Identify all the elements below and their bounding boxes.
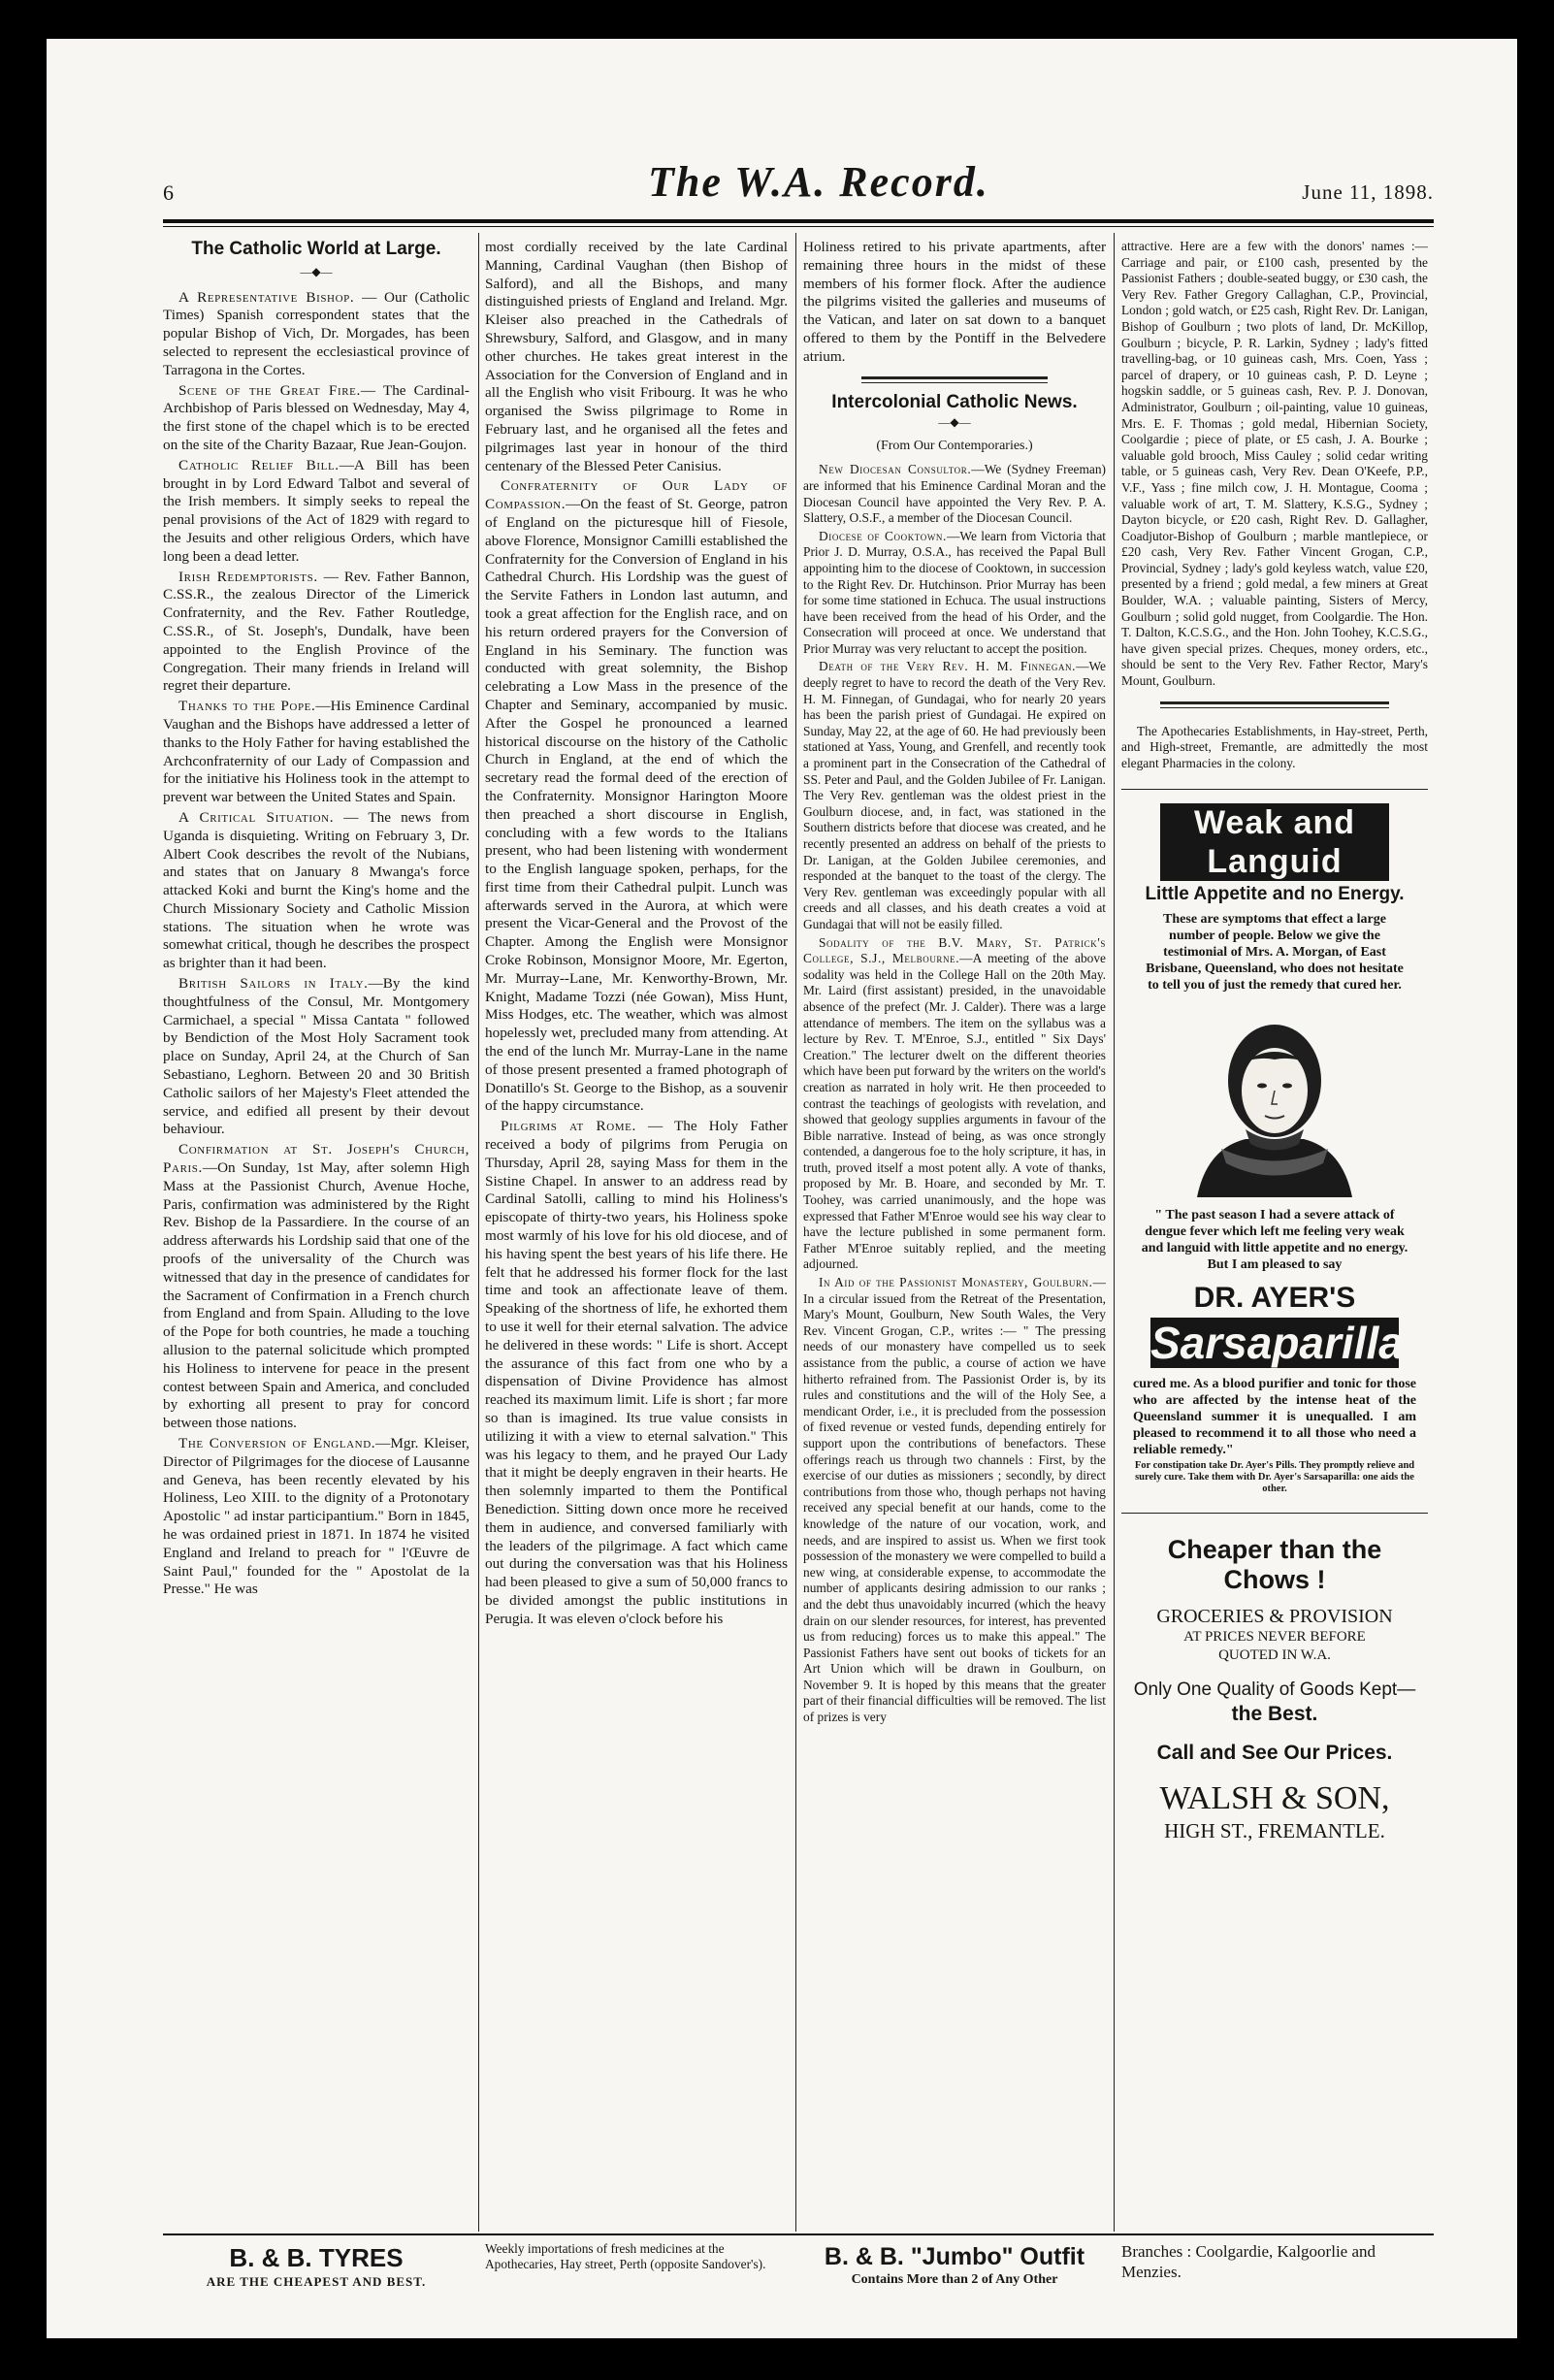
news-item: Sodality of the B.V. Mary, St. Patrick's College, S.J., Melbourne.—A meeting of the above sodality was held in the College Hall on the 20th May. Mr. Laird (first assistant) presided, in the unavoidable absence of the prefect (Mr. J. Calder). There was a large attendance of members. The item on the syllabus was a lecture by Rev. T. M'Enroe, S.J., entitled " Six Days' Creation." The lecturer dwelt on the different theories which have been put forward by the writers on the world's creation as narrated in holy writ. He then proceeded to contrast the teachings of geologists with revelation, and showed that geology supplies arguments in favour of the Bible narrative. Instead of being, as was once strongly contended, a dangerous foe to the holy scripture, it has, in truth, proved itself a most potent ally. A vote of thanks, proposed by Mr. B. Hoare, and seconded by Mr. T. Toohey, was carried unanimously, and the hope was expressed that Father M'Enroe would see his way clear to have the lecture published in some permanent form. Father M'Enroe suitably replied, and the meeting adjourned. [803, 934, 1106, 1272]
divider [1121, 1513, 1428, 1514]
ad-line: Branches : Coolgardie, Kalgoorlie and Menzies. [1121, 2242, 1376, 2281]
ad-line: the Best. [1231, 1703, 1318, 1725]
ad-line: Only One Quality of Goods Kept— [1133, 1679, 1416, 1700]
article-paragraph: A Critical Situation. — The news from Uganda is disquieting. Writing on February 3, Dr. Albert Cook describes the revolt of the Nubians, and states that on January 8 Mwanga's force attacked Koki and burnt the King's home and the Church Missionary Society and Catholic Mission stations. The situation when he wrote was somewhat critical, though he describes the prospect as brighter than it had been. [163, 808, 469, 972]
ornament: —◆— [300, 264, 333, 278]
ad-product-name: Sarsaparilla [1150, 1318, 1404, 1368]
news-item: New Diocesan Consultor.—We (Sydney Freeman) are informed that his Eminence Cardinal Moran and the Diocesan Council have appointed the Very Rev. P. A. Slattery, O.S.F., a member of the Diocesan Council. [803, 462, 1106, 526]
ad-line: GROCERIES & PROVISION [1156, 1606, 1393, 1627]
news-item: Death of the Very Rev. H. M. Finnegan.—We deeply regret to have to record the death of the Very Rev. H. M. Finnegan, of Gundagai, who for nearly 20 years has been the parish priest of Gundagai. He expired on Sunday, May 22, at the age of 60. He had previously been stationed at Yass, Young, and Grenfell, and recently took a prominent part in the Consecration of the Cathedral of SS. Peter and Paul, and the Golden Jubilee of Fr. Lanigan. The Very Rev. gentleman was the oldest priest in the Goulburn diocese, and, in fact, was stationed in the Southern districts before that diocese was created, and he recently presented an address on behalf of the priests to Dr. Lanigan, at the Golden Jubilee ceremonies, and responded at the banquet to the toast of the clergy. The Very Rev. gentleman was exceedingly popular with all creeds and all classes, and his death creates a void at Gundagai that will not be easily filled. [803, 659, 1106, 931]
article-paragraph: most cordially received by the late Cardinal Manning, Cardinal Vaughan (then Bishop of Salford), and all the Bishops, and many distinguished priests of England and Ireland. Mgr. Kleiser also preached in the Cathedrals of Shrewsbury, Salford, and Glasgow, and in many other churches. He takes great interest in the Association for the Conversion of England and in all the English who visit Fribourg. It was he who organised the Swiss pilgrimage to Rome in February last, and he organised all the fetes and pilgrimages last year in honour of the third centenary of the Blessed Peter Canisius. [485, 239, 788, 474]
issue-date: June 11, 1898. [1302, 180, 1434, 204]
ad-headline: Weak and Languid [1160, 803, 1389, 881]
section-heading: The Catholic World at Large. [191, 239, 441, 259]
masthead [163, 155, 1434, 213]
apothecaries-notice: The Apothecaries Establishments, in Hay-street, Perth, and High-street, Fremantle, are admittedly the most elegant Pharmacies in the colony. [1121, 723, 1428, 770]
footer-ad-tyres [163, 2241, 469, 2290]
grocer-advertisement [1121, 1535, 1428, 1843]
ad-line: B. & B. "Jumbo" Outfit [824, 2243, 1085, 2270]
ad-brand: DR. AYER'S [1193, 1282, 1356, 1314]
ad-fineprint: For constipation take Dr. Ayer's Pills. They promptly relieve and surely cure. Take them with Dr. Ayer's Sarsaparilla: one aids the other. [1134, 1460, 1415, 1494]
ad-line: AT PRICES NEVER BEFORE [1183, 1629, 1366, 1645]
article-paragraph: British Sailors in Italy.—By the kind thoughtfulness of the Consul, Mr. Montgomery Carmichael, a special " Missa Cantata " followed by Bendiction of the Most Holy Sacrament took place on Sunday, April 24, at the Church of San Sebastiano, Leghorn. Between 20 and 30 British Catholic sailors of her Majesty's Fleet attended the service, and edified all present by their devout behaviour. [163, 975, 469, 1138]
masthead-rule [163, 219, 1434, 223]
section-subheading: (From Our Contemporaries.) [876, 438, 1033, 453]
divider [1121, 789, 1428, 790]
page-number: 6 [163, 180, 174, 205]
ad-line: Call and See Our Prices. [1156, 1742, 1393, 1764]
woman-portrait-illustration [1178, 1003, 1372, 1197]
ad-subheadline: Little Appetite and no Energy. [1145, 884, 1405, 905]
article-paragraph: Catholic Relief Bill.—A Bill has been brought in by Lord Edward Talbot and several of the Irish members. It simply seeks to repeal the penal provisions of the Act of 1829 with regard to the Jesuits and other religious Orders, which have long been a dead letter. [163, 456, 469, 565]
ad-line: Contains More than 2 of Any Other [851, 2272, 1058, 2287]
column-3 [803, 239, 1106, 2228]
article-paragraph: Confraternity of Our Lady of Compassion.—On the feast of St. George, patron of England on the picturesque hill of Fiesole, above Florence, Monsignor Camilli established the Confraternity for the Conversion of England in his Cathedral Church. His Lordship was the guest of the Servite Fathers in London last autumn, and took a great affection for the English race, and on his return ordered prayers for the Conversion of England in his Seminary. The function was conducted with great solemnity, the Bishop celebrating a Low Mass in the presence of the Chapter and Seminary, accompanied by music. After the Gospel he pronounced a learned historical discourse on the history of the Catholic Church in England, at the end of which the secretary read the formal deed of the erection of the Confraternity. Monsignor Harington Moore then preached a short discourse in English, concluding with a few words to the Italians present, who had been listening with wonderment to the English language spoken, perhaps, for the first time from their Cathedral pulpit. Lunch was afterwards served in the Aurora, at which were present the Vicar-General and the Provost of the Chapter. Among the English were Monsignor Croke Robinson, Monsignor Moore, Mr. Egerton, Mr. Murray--Lane, Mr. Kenworthy-Brown, Mr. Knight, Madame Tozzi (née Gowan), Miss Hunt, Miss Hodges, etc. The weather, which was almost hopelessly wet, precluded many from attending. At the end of the lunch Mr. Murray-Lane in the name of those present presented a framed photograph of Donatillo's St. George to the Bishop, as a souvenir of the happy circumstance. [485, 477, 788, 1115]
column-1 [163, 239, 469, 2228]
ad-line: HIGH ST., FREMANTLE. [1164, 1819, 1385, 1842]
footer-branches [1121, 2241, 1428, 2282]
ad-line: ARE THE CHEAPEST AND BEST. [206, 2274, 427, 2289]
ad-line: Weekly importations of fresh medicines at the Apothecaries, Hay street, Perth (opposite Sandover's). [485, 2241, 766, 2271]
article-paragraph: Holiness retired to his private apartments, after remaining three hours in the midst of these members of his former flock. After the audience the pilgrims visited the galleries and museums of the Vatican, and later on sat down to a banquet offered to them by the Pontiff in the Belvedere atrium. [803, 239, 1106, 365]
ad-line: WALSH & SON, [1159, 1780, 1390, 1816]
article-paragraph: Scene of the Great Fire.— The Cardinal-Archbishop of Paris blessed on Wednesday, May 4, the first stone of the chapel which is to be erected on the site of the Charity Bazaar, Rue Jean-Goujon. [163, 381, 469, 453]
column-4 [1121, 239, 1428, 2228]
footer-ad-outfit [803, 2241, 1106, 2288]
news-item: Diocese of Cooktown.—We learn from Victoria that Prior J. D. Murray, O.S.A., has received the Papal Bull appointing him to the diocese of Cooktown, in succession to the Right Rev. Dr. Hutchinson. Prior Murray has been for some time stationed in Echuca. The usual instructions have been received from the head of his Order, and the Consecration will proceed at once. We understand that Prior Murray was very reluctant to accept the position. [803, 528, 1106, 656]
article-paragraph: Thanks to the Pope.—His Eminence Cardinal Vaughan and the Bishops have addressed a letter of thanks to the Holy Father for having established the Archconfraternity of our Lady of Compassion and for the initiative his Holiness took in the attempt to prevent war between the United States and Spain. [163, 698, 469, 806]
ad-intro: These are symptoms that effect a large number of people. Below we give the testimonial of Mrs. A. Morgan, of East Brisbane, Queensland, who does not hesitate to tell you of just the remedy that cured her. [1146, 912, 1404, 993]
section-heading: Intercolonial Catholic News. [831, 391, 1078, 412]
column-divider [795, 233, 796, 2232]
article-paragraph: A Representative Bishop. — Our (Catholic Times) Spanish correspondent states that the popular Bishop of Vich, Dr. Morgades, has been selected to represent the ecclesiastical province of Tarragona in the Cortes. [163, 288, 469, 378]
ad-line: QUOTED IN W.A. [1218, 1647, 1331, 1663]
footer-rule [163, 2233, 1434, 2235]
news-item: In Aid of the Passionist Monastery, Goulburn.—In a circular issued from the Retreat of the Presentation, Mary's Mount, Goulburn, New South Wales, the Very Rev. Vincent Grogan, C.P., writes :— " The pressing needs of our monastery have compelled us to seek assistance from the public, a course of action we have hitherto refrained from. The Passionist Order is, by its rules and constitutions and the will of the Holy See, a mendicant Order, i.e., it is precluded from the possession of fixed revenue or vested funds, depending entirely for support upon the contributions of benefactors. These offerings reach us through two channels : First, by the exercise of our duties as missioners ; secondly, by direct contributions from those who, though perhaps not having received any special benefit at our hands, come to the knowledge of the nature of our vocation, work, and needs, and are inspired to assist us. When we first took possession of the monastery we were compelled to build a new wing, at considerable expense, to accommodate the number of applicants desiring admission to our ranks ; and the debt thus unavoidably incurred (which the heavy drain on our slender resources, for interest, has prevented us from reducing) forces us to make this appeal." The Passionist Fathers have sent out books of tickets for an Art Union which will be drawn in Goulburn, on November 9. It is hoped by this means that the greater part of their financial difficulties will be removed. The list of prizes is very [803, 1275, 1106, 1725]
column-divider [478, 233, 479, 2232]
column-divider [1114, 233, 1115, 2232]
footer-ad-medicines [485, 2241, 788, 2272]
article-paragraph: Pilgrims at Rome. — The Holy Father received a body of pilgrims from Perugia on Thursday, April 28, saying Mass for them in the Sistine Chapel. In answer to an address read by Cardinal Satolli, calling to mind his Holiness's episcopate of thirty-two years, his Holiness spoke most warmly of his love for his old diocese, and of his having spent the best years of his life there. He felt that he addressed his former flock for the last time and took an affectionate leave of them. Speaking of the shortness of life, he exhorted them to use it well for their eternal salvation. The advice he delivered in these words: " Life is short. Accept the assurance of this fact from one who by a dispensation of Divine Providence has almost reached its maximum limit. Life is short ; far more so than is imagined. Its true value consists in utilizing it with a view to eternal salvation." This was his legacy to them, and he prayed Our Lady that it might be deeply engraven in their hearts. He then solemnly imparted to them the Pontifical Benediction. Sitting down once more he received them in audience, and conversed familiarly with the leaders of the pilgrimage. A fact which came out during the conversation was that his Holiness had been pleased to give a sum of 50,000 francs to be divided amongst the public institutions in Perugia. It was eleven o'clock before his [485, 1118, 788, 1627]
ad-body: cured me. As a blood purifier and tonic for those who are affected by the intense heat of the Queensland summer it is unequalled. I am pleased to recommend it to all those who need a reliable remedy." [1133, 1377, 1416, 1457]
masthead-rule-thin [163, 226, 1434, 227]
ad-testimonial: " The past season I had a severe attack of dengue fever which left me feeling very weak and languid with little appetite and no energy. But I am pleased to say [1141, 1208, 1408, 1272]
article-paragraph: Confirmation at St. Joseph's Church, Paris.—On Sunday, 1st May, after solemn High Mass at the Passionist Church, Avenue Hoche, Paris, confirmation was administered by the Right Rev. Bishop de la Passardiere. In the course of an address afterwards his Lordship said that one of the proofs of the universality of the Church was witnessed that day in the presence of candidates for the Sacrament of Confirmation in a French church from England and from Spain. Alluding to the love of the Pope for both countries, he made a touching allusion to the paternal solicitude which prompted his Holiness to intervene for peace in the present contest between Spain and America, and concluded by exhorting all present to pray for concord between those nations. [163, 1141, 469, 1432]
section-rule [861, 376, 1048, 383]
ad-line: B. & B. TYRES [229, 2243, 404, 2272]
article-paragraph: Irish Redemptorists. — Rev. Father Bannon, C.SS.R., the zealous Director of the Limerick Confraternity, and the Rev. Father Routledge, C.SS.R., of St. Joseph's, Dundalk, have been appointed to the English Province of the Congregation. Their many friends in Ireland will regret their departure. [163, 568, 469, 695]
ornament: —◆— [938, 415, 971, 430]
section-rule [1160, 701, 1389, 708]
ad-line: Cheaper than the [1167, 1535, 1382, 1564]
newspaper-title: The W.A. Record. [648, 158, 989, 206]
column-2 [485, 239, 788, 2228]
article-paragraph: The Conversion of England.—Mgr. Kleiser, Director of Pilgrimages for the diocese of Lausanne and Geneva, has been recently elevated by his Holiness, Leo XIII. to the dignity of a Protonotary Apostolic " ad instar participantium." Born in 1845, he was ordained priest in 1871. In 1874 he visited England and Ireland to preach for " l'Œuvre de Saint Paul," founded for the " Apostolat de la Presse." He was [163, 1435, 469, 1598]
ad-line: Chows ! [1223, 1565, 1326, 1594]
news-item: attractive. Here are a few with the donors' names :—Carriage and pair, or £100 cash, presented by the Passionist Fathers ; double-seated buggy, or £30 cash, the Very Rev. Father Gregory Callaghan, C.P., Provincial, London ; gold watch, or £25 cash, Right Rev. Dr. Lanigan, Bishop of Goulburn ; two plots of land, Dr. McKillop, Goulburn ; bicycle, P. R. Larkin, Sydney ; lady's fitted travelling-bag, or 10 guineas cash, Mrs. Coen, Yass ; parcel of drapery, or 10 guineas cash, P. D. Leyne ; hogskin saddle, or 5 guineas cash, Rev. P. J. Donovan, Administrator, Goulburn ; oil-painting, value 10 guineas, Mrs. E. F. Thomas ; gold medal, Hibernian Society, Coolgardie ; piece of plate, or £5 cash, J. A. Bourke ; valuable gold brooch, Miss Cauley ; solid cedar writing table, or 5 guineas cash, Very Rev. Dean O'Keefe, P.P., V.F., Yass ; fine milch cow, J. H. Montague, Cooma ; valuable work of art, T. M. Slattery, K.S.G., Sydney ; Dayton bicycle, or £20 cash, Right Rev. D. Gallagher, Coadjutor-Bishop of Goulburn ; marble mantlepiece, or £20 cash, Very Rev. Father Vincent Grogan, C.P., Provincial, Sydney ; lady's gold keyless watch, value £20, presented by a friend ; gold medal, a few miners at Great Boulder, W.A. ; valuable painting, Sisters of Mercy, Goulburn ; solid gold nugget, from Coolgardie. The Hon. T. Dalton, K.C.S.G., and the Hon. John Toohey, K.C.S.G., have given special prizes. Cheques, money orders, etc., should be sent to the Very Rev. Father Rector, Mary's Mount, Goulburn. [1121, 239, 1428, 689]
